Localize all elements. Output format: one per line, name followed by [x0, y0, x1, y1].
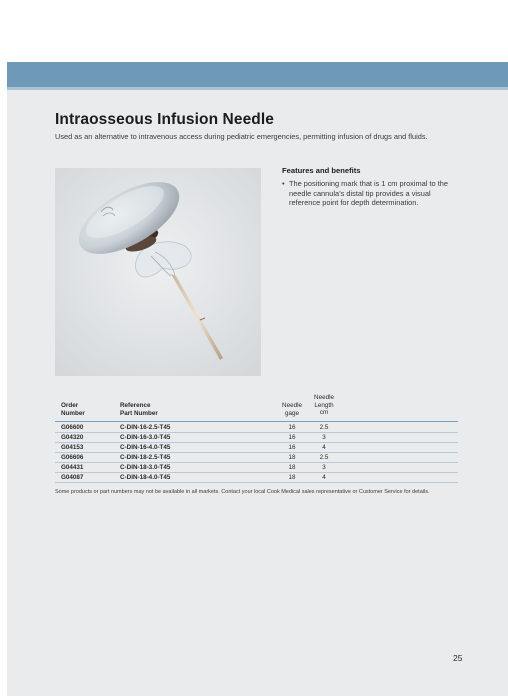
table-row [55, 443, 458, 453]
header-order-line2: Number [61, 409, 85, 417]
cell-needle-length: 3 [322, 434, 326, 441]
table-row [55, 433, 458, 443]
cell-needle-gage: 18 [288, 454, 296, 461]
intraosseous-needle-photo [55, 168, 261, 376]
cell-order-number: G04320 [61, 434, 84, 441]
page-title: Intraosseous Infusion Needle [55, 111, 274, 128]
cell-reference-part-number: C-DIN-16-2.5-T45 [120, 424, 171, 431]
cell-order-number: G06600 [61, 424, 84, 431]
header-order-number [61, 402, 85, 417]
header-needle-length [307, 394, 341, 417]
header-band [7, 62, 508, 87]
cell-reference-part-number: C-DIN-18-4.0-T45 [120, 474, 171, 481]
cell-order-number: G04153 [61, 444, 84, 451]
table-row [55, 463, 458, 473]
cell-needle-gage: 18 [288, 474, 296, 481]
cell-needle-length: 2.5 [319, 454, 329, 461]
header-gage-line1: Needle [282, 402, 302, 409]
header-needle-gage [279, 402, 305, 417]
cell-needle-gage: 16 [288, 424, 296, 431]
cell-needle-gage: 16 [288, 434, 296, 441]
page-subtitle: Used as an alternative to intravenous access during pediatric emergencies, permitting infusion of drugs and fluids. [55, 132, 428, 141]
header-order-line1: Order [61, 402, 79, 409]
cell-order-number: G06606 [61, 454, 84, 461]
features-heading: Features and benefits [282, 166, 361, 175]
cell-reference-part-number: C-DIN-16-4.0-T45 [120, 444, 171, 451]
cell-needle-gage: 16 [288, 444, 296, 451]
feature-item: • The positioning mark that is 1 cm proximal to the needle cannula’s distal tip provides a visual reference point for depth determination. [282, 179, 462, 208]
cell-needle-length: 3 [322, 464, 326, 471]
features-list [282, 179, 462, 208]
table-row [55, 423, 458, 433]
header-ref-line1: Reference [120, 402, 151, 409]
table-row [55, 473, 458, 483]
cell-needle-length: 4 [322, 444, 326, 451]
availability-footnote: Some products or part numbers may not be available in all markets. Contact your local Cook Medical sales representative or Customer Service for details. [55, 489, 430, 495]
cell-order-number: G04087 [61, 474, 84, 481]
cell-needle-length: 2.5 [319, 424, 329, 431]
cell-needle-gage: 18 [288, 464, 296, 471]
cell-needle-length: 4 [322, 474, 326, 481]
header-reference-part-number [120, 402, 158, 417]
table-row [55, 453, 458, 463]
cell-reference-part-number: C-DIN-18-2.5-T45 [120, 454, 171, 461]
header-len-line2: Length [314, 401, 334, 409]
header-len-line1: Needle [314, 394, 334, 401]
cell-reference-part-number: C-DIN-18-3.0-T45 [120, 464, 171, 471]
cell-order-number: G04431 [61, 464, 84, 471]
page-background [7, 62, 508, 696]
page-number: 25 [453, 653, 463, 663]
header-gage-line2: gage [284, 409, 299, 417]
header-ref-line2: Part Number [120, 409, 158, 417]
cell-reference-part-number: C-DIN-16-3.0-T45 [120, 434, 171, 441]
header-len-line3: cm [319, 409, 329, 417]
